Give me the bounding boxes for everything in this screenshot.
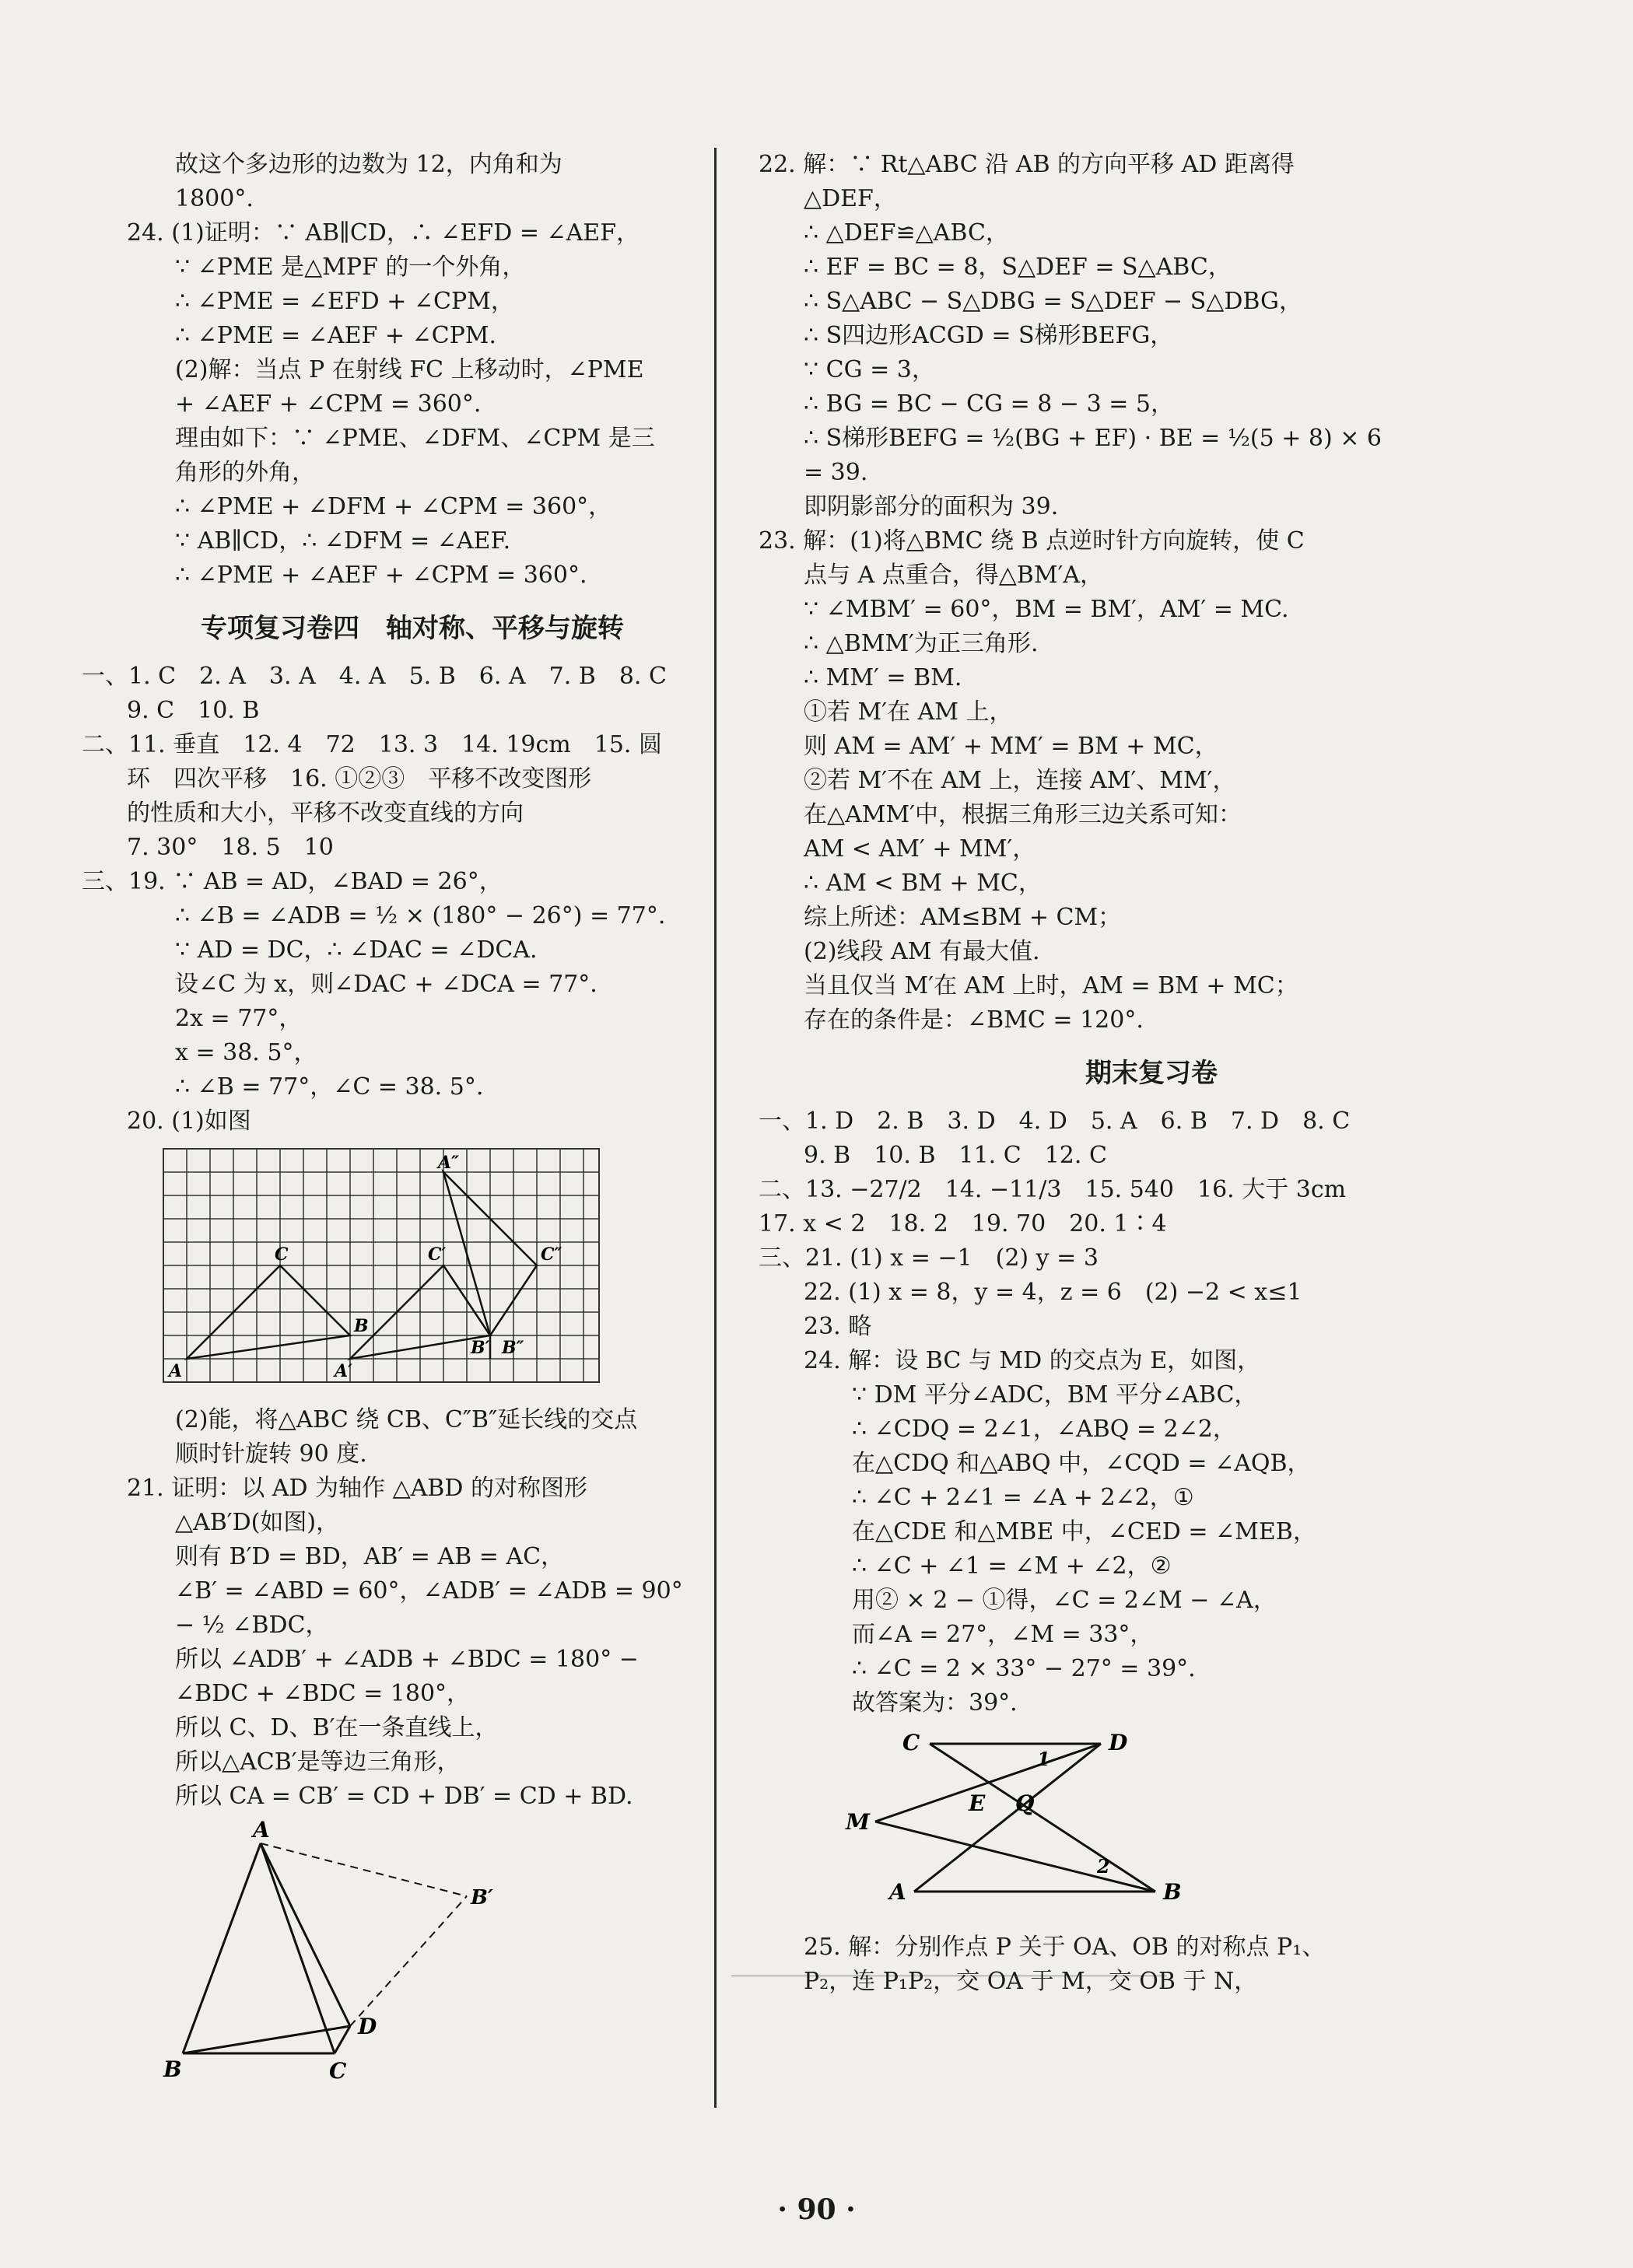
left-column	[82, 148, 743, 2094]
text-line: x = 38. 5°，	[175, 1039, 317, 1066]
text-line: 2x = 77°，	[175, 1005, 303, 1032]
point-label: M	[846, 1809, 870, 1835]
text-line: AM < AM′ + MM′，	[804, 835, 1036, 863]
point-label: C′	[428, 1244, 447, 1265]
text-line: 二、13. −27/2 14. −11/3 15. 540 16. 大于 3cm	[759, 1176, 1347, 1203]
text-line: ∴ S梯形BEFG = ½(BG + EF) · BE = ½(5 + 8) × 6	[804, 425, 1382, 452]
text-line: 设∠C 为 x，则∠DAC + ∠DCA = 77°.	[175, 971, 597, 998]
right-column	[759, 148, 1544, 1999]
text-line: 点与 A 点重合，得△BM′A，	[804, 562, 1104, 589]
text-line: ∴ △DEF≌△ABC，	[804, 219, 1009, 247]
crossing-figure	[829, 1727, 1264, 1921]
text-line: ∴ ∠PME = ∠EFD + ∠CPM，	[175, 288, 514, 315]
point-label: C	[329, 2058, 347, 2084]
point-label: A	[169, 1361, 183, 1381]
point-label: B	[163, 2056, 182, 2082]
angle-label: 2	[1097, 1855, 1110, 1878]
text-line: 故这个多边形的边数为 12，内角和为	[175, 151, 562, 178]
text-line: (2)能，将△ABC 绕 CB、C″B″延长线的交点	[175, 1406, 638, 1433]
text-line: 在△CDE 和△MBE 中，∠CED = ∠MEB，	[852, 1518, 1316, 1545]
point-label: B′	[471, 1886, 493, 1909]
text-line: 在△AMM′中，根据三角形三边关系可知：	[804, 801, 1242, 828]
text-line: 三、19. ∵ AB = AD，∠BAD = 26°，	[82, 868, 503, 895]
text-line: ∴ ∠PME + ∠DFM + ∠CPM = 360°，	[175, 493, 612, 520]
point-label: A	[253, 1820, 270, 1843]
text-line: 23. 略	[804, 1313, 872, 1340]
text-line: 一、1. C 2. A 3. A 4. A 5. B 6. A 7. B 8. C	[82, 663, 667, 690]
text-line: 综上所述：AM≤BM + CM；	[804, 904, 1122, 931]
grid-figure	[159, 1145, 611, 1394]
text-line: ∴ MM′ = BM.	[804, 664, 962, 691]
text-line: 所以 CA = CB′ = CD + DB′ = CD + BD.	[175, 1783, 633, 1810]
point-label: Q	[1015, 1790, 1035, 1816]
text-line: ∴ ∠CDQ = 2∠1，∠ABQ = 2∠2，	[852, 1416, 1236, 1443]
text-line: 用② × 2 − ①得，∠C = 2∠M − ∠A，	[852, 1587, 1277, 1614]
text-line: 22. 解：∵ Rt△ABC 沿 AB 的方向平移 AD 距离得	[759, 151, 1295, 178]
text-line: ∵ CG = 3，	[804, 356, 935, 383]
text-line: 所以 ∠ADB′ + ∠ADB + ∠BDC = 180° −	[175, 1646, 639, 1673]
text-line: 则有 B′D = BD，AB′ = AB = AC，	[175, 1543, 565, 1570]
text-line: ∴ ∠PME = ∠AEF + ∠CPM.	[175, 322, 497, 349]
text-line: − ½ ∠BDC，	[175, 1612, 329, 1639]
text-line: 所以 C、D、B′在一条直线上，	[175, 1714, 499, 1741]
text-line: (2)线段 AM 有最大值.	[804, 938, 1040, 965]
text-line: 7. 30° 18. 5 10	[127, 834, 334, 861]
angle-label: 1	[1037, 1748, 1050, 1770]
text-line: 三、21. (1) x = −1 (2) y = 3	[759, 1244, 1099, 1272]
point-label: C	[275, 1244, 289, 1265]
text-line: ∴ EF = BC = 8，S△DEF = S△ABC，	[804, 254, 1232, 281]
text-line: 22. (1) x = 8，y = 4，z = 6 (2) −2 < x≤1	[804, 1279, 1302, 1306]
point-label: A′	[335, 1361, 352, 1381]
text-line: ∴ ∠C = 2 × 33° − 27° = 39°.	[852, 1655, 1196, 1682]
text-line: 的性质和大小，平移不改变直线的方向	[127, 800, 524, 827]
text-line: 24. (1)证明：∵ AB∥CD，∴ ∠EFD = ∠AEF，	[127, 219, 640, 247]
text-line: 21. 证明：以 AD 为轴作 △ABD 的对称图形	[127, 1475, 587, 1502]
text-line: ∴ BG = BC − CG = 8 − 3 = 5，	[804, 390, 1174, 418]
text-line: 顺时针旋转 90 度.	[175, 1440, 367, 1468]
point-label: A	[889, 1879, 906, 1905]
section-heading: 期末复习卷	[1085, 1058, 1218, 1089]
text-line: 故答案为：39°.	[852, 1689, 1018, 1717]
text-line: 角形的外角，	[175, 459, 315, 486]
triangle-figure	[144, 1820, 580, 2084]
text-line: ∴ ∠C + 2∠1 = ∠A + 2∠2，①	[852, 1484, 1194, 1511]
text-line: ∵ AB∥CD，∴ ∠DFM = ∠AEF.	[175, 527, 511, 555]
text-line: 存在的条件是：∠BMC = 120°.	[804, 1006, 1144, 1034]
text-line: 理由如下：∵ ∠PME、∠DFM、∠CPM 是三	[175, 425, 655, 452]
text-line: 所以△ACB′是等边三角形，	[175, 1748, 461, 1776]
text-line: ∵ DM 平分∠ADC，BM 平分∠ABC，	[852, 1381, 1258, 1409]
text-line: 二、11. 垂直 12. 4 72 13. 3 14. 19cm 15. 圆	[82, 731, 663, 758]
text-line: ∴ ∠B = ∠ADB = ½ × (180° − 26°) = 77°.	[175, 902, 666, 929]
text-line: 则 AM = AM′ + MM′ = BM + MC，	[804, 733, 1218, 760]
point-label: D	[1109, 1730, 1128, 1755]
text-line: ∠BDC + ∠BDC = 180°，	[175, 1680, 471, 1707]
text-line: P₂，连 P₁P₂，交 OA 于 M，交 OB 于 N，	[804, 1968, 1258, 1995]
section-heading: 专项复习卷四 轴对称、平移与旋转	[201, 613, 624, 644]
text-line: 9. B 10. B 11. C 12. C	[804, 1142, 1107, 1169]
text-line: 即阴影部分的面积为 39.	[804, 493, 1059, 520]
text-line: 9. C 10. B	[127, 697, 260, 724]
text-line: ①若 M′在 AM 上，	[804, 698, 1013, 726]
text-line: 23. 解：(1)将△BMC 绕 B 点逆时针方向旋转，使 C	[759, 527, 1305, 555]
text-line: ∴ △BMM′为正三角形.	[804, 630, 1039, 657]
text-line: 当且仅当 M′在 AM 上时，AM = BM + MC；	[804, 972, 1298, 999]
point-label: B″	[502, 1338, 524, 1358]
text-line: ∴ S四边形ACGD = S梯形BEFG，	[804, 322, 1174, 349]
text-line: ∠B′ = ∠ABD = 60°，∠ADB′ = ∠ADB = 90°	[175, 1577, 683, 1605]
text-line: 20. (1)如图	[127, 1108, 251, 1135]
text-line: 25. 解：分别作点 P 关于 OA、OB 的对称点 P₁、	[804, 1934, 1326, 1961]
text-line: 1800°.	[175, 185, 254, 212]
point-label: B	[354, 1316, 369, 1336]
text-line: ∴ ∠B = 77°，∠C = 38. 5°.	[175, 1073, 484, 1101]
text-line: ∴ ∠C + ∠1 = ∠M + ∠2，②	[852, 1552, 1172, 1580]
text-line: ∴ ∠PME + ∠AEF + ∠CPM = 360°.	[175, 562, 587, 589]
text-line: △DEF，	[804, 185, 897, 212]
point-label: E	[969, 1790, 986, 1816]
text-line: = 39.	[804, 459, 868, 486]
text-line: + ∠AEF + ∠CPM = 360°.	[175, 390, 482, 418]
point-label: A″	[438, 1153, 459, 1173]
text-line: 24. 解：设 BC 与 MD 的交点为 E，如图，	[804, 1347, 1261, 1374]
point-label: C	[902, 1730, 920, 1755]
text-line: 一、1. D 2. B 3. D 4. D 5. A 6. B 7. D 8. C	[759, 1108, 1351, 1135]
text-line: 在△CDQ 和△ABQ 中，∠CQD = ∠AQB，	[852, 1450, 1311, 1477]
text-line: (2)解：当点 P 在射线 FC 上移动时，∠PME	[175, 356, 644, 383]
text-line: ②若 M′不在 AM 上，连接 AM′、MM′，	[804, 767, 1236, 794]
text-line: ∵ ∠MBM′ = 60°，BM = BM′，AM′ = MC.	[804, 596, 1289, 623]
text-line: 而∠A = 27°，∠M = 33°，	[852, 1621, 1154, 1648]
point-label: C″	[541, 1244, 562, 1265]
point-label: B′	[471, 1338, 490, 1358]
page-number: · 90 ·	[777, 2193, 856, 2226]
point-label: D	[358, 2014, 377, 2039]
text-line: ∴ AM < BM + MC，	[804, 870, 1042, 897]
text-line: ∵ ∠PME 是△MPF 的一个外角，	[175, 254, 526, 281]
text-line: 17. x < 2 18. 2 19. 70 20. 1∶4	[759, 1210, 1167, 1237]
point-label: B	[1163, 1879, 1182, 1905]
text-line: △AB′D(如图)，	[175, 1509, 340, 1536]
text-line: ∵ AD = DC，∴ ∠DAC = ∠DCA.	[175, 936, 538, 964]
text-line: ∴ S△ABC − S△DBG = S△DEF − S△DBG，	[804, 288, 1302, 315]
text-line: 环 四次平移 16. ①②③ 平移不改变图形	[127, 765, 592, 793]
